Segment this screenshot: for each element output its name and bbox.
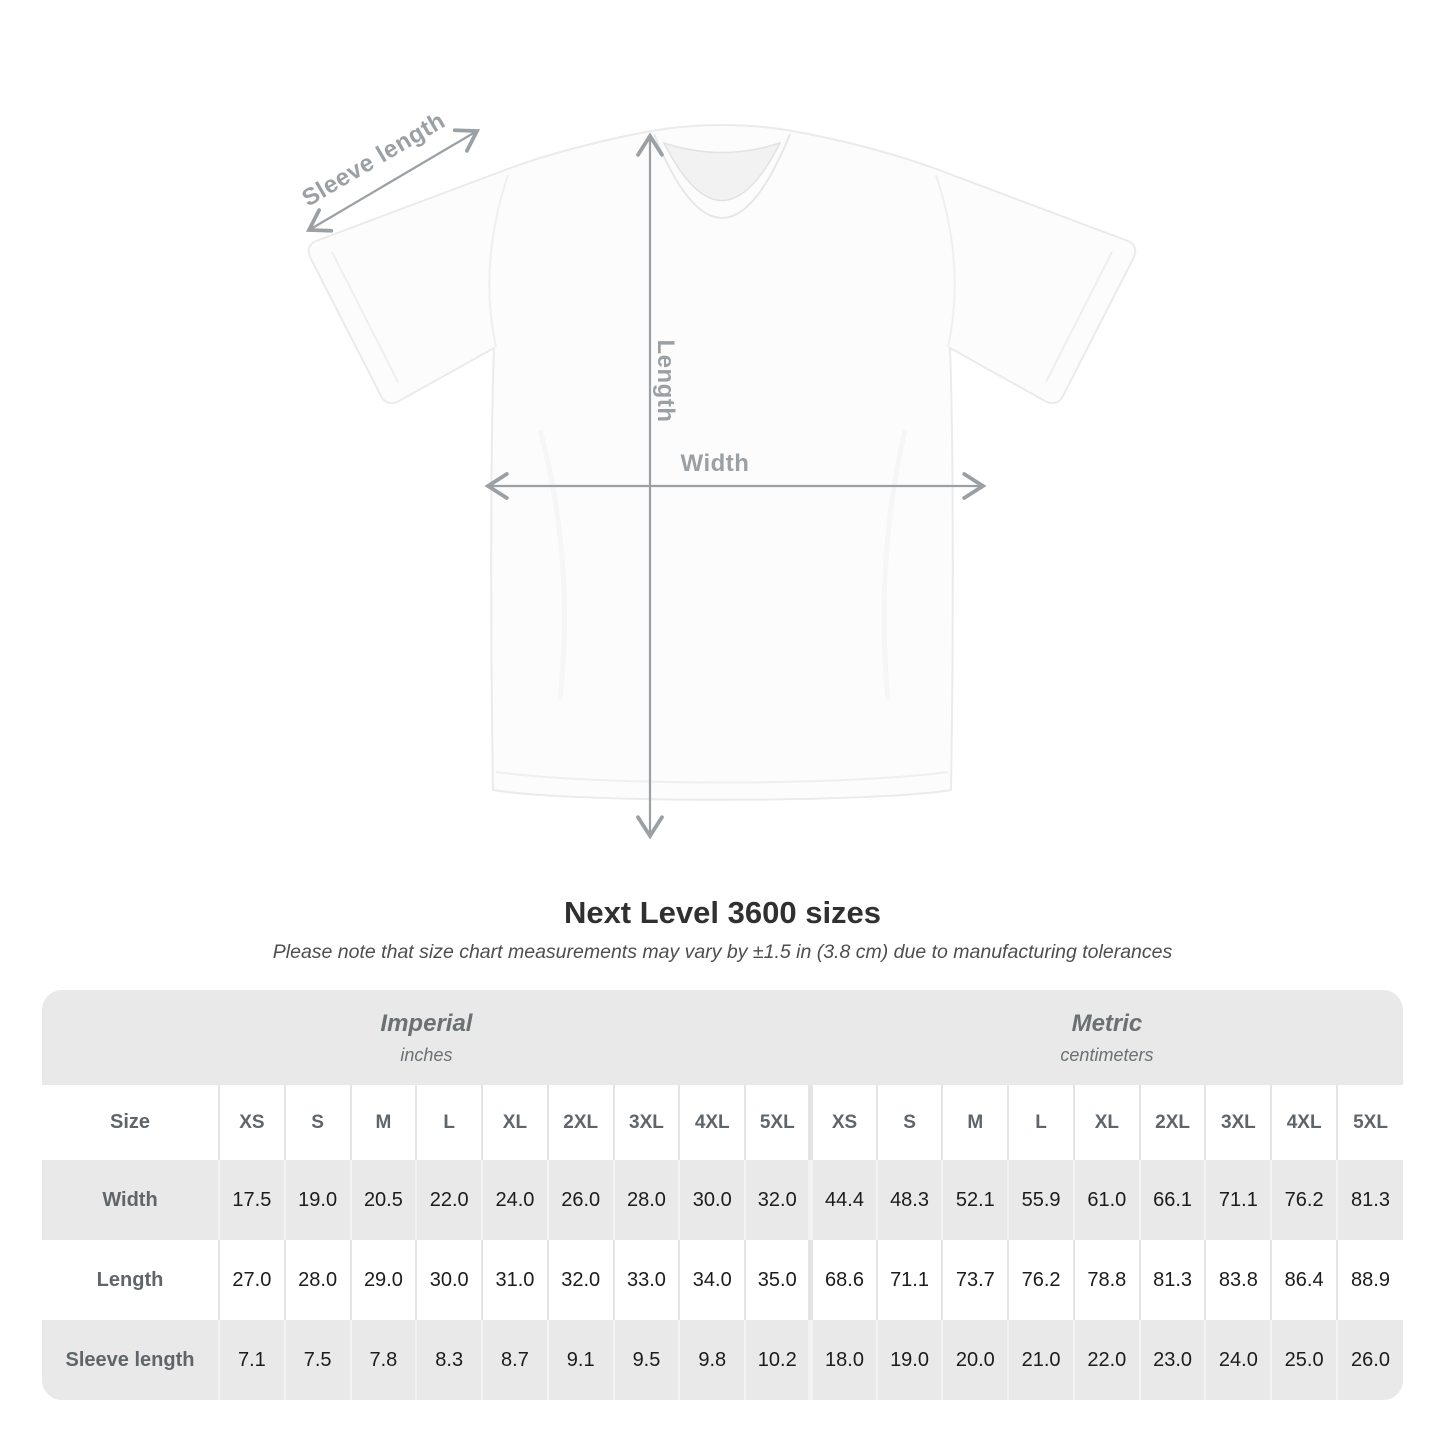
value-cell: 71.1 [877,1240,943,1320]
metric-section-label: Metric [1071,1009,1143,1037]
size-header-cell-metric: 4XL [1271,1085,1337,1160]
value-cell: 29.0 [351,1240,417,1320]
value-cell: 73.7 [942,1240,1008,1320]
value-cell: 71.1 [1205,1160,1271,1240]
length-label: Length [652,339,679,423]
value-cell: 19.0 [285,1160,351,1240]
size-header-cell-metric: XL [1074,1085,1140,1160]
page-title: Next Level 3600 sizes [563,895,882,930]
size-chart-table [42,990,1403,1400]
value-cell: 76.2 [1271,1160,1337,1240]
value-cell: 27.0 [219,1240,285,1320]
value-cell: 7.1 [219,1320,285,1400]
value-cell: 19.0 [877,1320,943,1400]
size-column-header: Size [109,1111,151,1133]
value-cell: 76.2 [1008,1240,1074,1320]
value-cell: 32.0 [745,1160,811,1240]
value-cell: 7.5 [285,1320,351,1400]
value-cell: 32.0 [548,1240,614,1320]
size-header-cell-imperial: L [416,1085,482,1160]
value-cell: 44.4 [811,1160,877,1240]
value-cell: 22.0 [1074,1320,1140,1400]
value-cell: 23.0 [1140,1320,1206,1400]
value-cell: 34.0 [679,1240,745,1320]
size-header-cell-metric: L [1008,1085,1074,1160]
value-cell: 33.0 [614,1240,680,1320]
value-cell: 24.0 [1205,1320,1271,1400]
imperial-section-unit: inches [400,1044,453,1065]
size-header-cell-imperial: S [285,1085,351,1160]
size-header-cell-metric: M [942,1085,1008,1160]
value-cell: 81.3 [1140,1240,1206,1320]
section-header-row [42,990,1403,1085]
value-cell: 18.0 [811,1320,877,1400]
imperial-section-label: Imperial [380,1009,473,1037]
row-label: Sleeve length [65,1348,195,1371]
value-cell: 88.9 [1337,1240,1403,1320]
value-cell: 9.1 [548,1320,614,1400]
sleeve-length-label: Sleeve length [297,107,451,213]
size-header-cell-imperial: 3XL [614,1085,680,1160]
value-cell: 83.8 [1205,1240,1271,1320]
value-cell: 9.8 [679,1320,745,1400]
value-cell: 55.9 [1008,1160,1074,1240]
size-table-container [42,990,1403,1400]
width-label: Width [680,450,750,477]
size-header-cell-imperial: XS [219,1085,285,1160]
size-header-cell-metric: 3XL [1205,1085,1271,1160]
value-cell: 22.0 [416,1160,482,1240]
value-cell: 48.3 [877,1160,943,1240]
value-cell: 78.8 [1074,1240,1140,1320]
value-cell: 9.5 [614,1320,680,1400]
value-cell: 26.0 [1337,1320,1403,1400]
size-header-cell-imperial: M [351,1085,417,1160]
value-cell: 8.7 [482,1320,548,1400]
value-cell: 20.5 [351,1160,417,1240]
value-cell: 26.0 [548,1160,614,1240]
value-cell: 81.3 [1337,1160,1403,1240]
value-cell: 28.0 [285,1240,351,1320]
value-cell: 66.1 [1140,1160,1206,1240]
value-cell: 28.0 [614,1160,680,1240]
value-cell: 25.0 [1271,1320,1337,1400]
imperial-section-header [42,990,811,1085]
value-cell: 52.1 [942,1160,1008,1240]
value-cell: 30.0 [679,1160,745,1240]
value-cell: 8.3 [416,1320,482,1400]
value-cell: 20.0 [942,1320,1008,1400]
size-header-row [42,1085,1403,1160]
size-header-cell-metric: S [877,1085,943,1160]
value-cell: 17.5 [219,1160,285,1240]
row-label: Length [96,1268,164,1291]
metric-section-unit: centimeters [1060,1044,1154,1065]
measurement-row [42,1320,1403,1400]
size-header-cell-imperial: 4XL [679,1085,745,1160]
value-cell: 10.2 [745,1320,811,1400]
metric-section-header [811,990,1403,1085]
value-cell: 24.0 [482,1160,548,1240]
value-cell: 21.0 [1008,1320,1074,1400]
size-header-cell-imperial: XL [482,1085,548,1160]
tolerance-note: Please note that size chart measurements may vary by ±1.5 in (3.8 cm) due to manufacturing tolerances [272,941,1173,963]
measurement-row [42,1160,1403,1240]
value-cell: 86.4 [1271,1240,1337,1320]
value-cell: 35.0 [745,1240,811,1320]
size-header-cell-metric: 5XL [1337,1085,1403,1160]
size-header-cell-imperial: 2XL [548,1085,614,1160]
size-header-cell-metric: 2XL [1140,1085,1206,1160]
value-cell: 68.6 [811,1240,877,1320]
size-header-cell-metric: XS [811,1085,877,1160]
value-cell: 30.0 [416,1240,482,1320]
size-header-cell-imperial: 5XL [745,1085,811,1160]
value-cell: 7.8 [351,1320,417,1400]
value-cell: 31.0 [482,1240,548,1320]
row-label: Width [102,1188,158,1211]
value-cell: 61.0 [1074,1160,1140,1240]
measurement-row [42,1240,1403,1320]
